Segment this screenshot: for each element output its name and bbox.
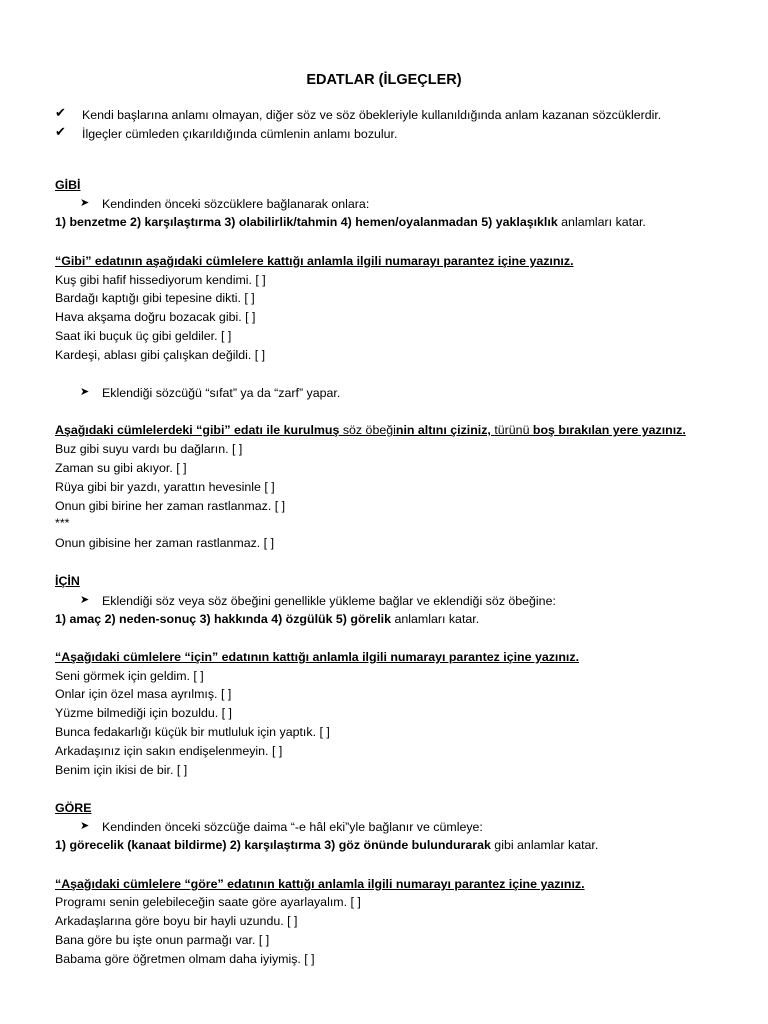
gore-meanings <box>55 837 598 853</box>
instruction-part: Aşağıdaki cümlelerdeki “gibi” edatı ile kurulmuş <box>55 423 340 437</box>
gore-meanings-list: 1) görecelik (kanaat bildirme) 2) karşılaştırma 3) göz önünde bulundurarak <box>55 838 491 852</box>
gibi-sentence: Kardeşi, ablası gibi çalışkan değildi. [ ] <box>55 348 266 362</box>
gibi-meanings-list: 1) benzetme 2) karşılaştırma 3) olabilirlik/tahmin 4) hemen/oyalanmadan 5) yaklaşıklık <box>55 215 558 229</box>
gore-sentence: Arkadaşlarına göre boyu bir hayli uzundu. [ ] <box>55 914 298 928</box>
instruction-part: boş bırakılan yere yazınız. <box>529 423 686 437</box>
icin-sentence: Benim için ikisi de bir. [ ] <box>55 763 188 777</box>
icin-sentence: Arkadaşınız için sakın endişelenmeyin. [ ] <box>55 744 283 758</box>
gibi-sentence: Hava akşama doğru bozacak gibi. [ ] <box>55 310 256 324</box>
section-heading-gibi: GİBİ <box>55 178 81 192</box>
section-heading-gore: GÖRE <box>55 801 92 815</box>
check-icon: ✔ <box>55 124 66 139</box>
icin-sentence: Yüzme bilmediği için bozuldu. [ ] <box>55 706 232 720</box>
gibi-meanings-suffix: anlamları katar. <box>557 215 646 229</box>
gibi-sentence-2: Onun gibisine her zaman rastlanmaz. [ ] <box>55 536 275 550</box>
icin-meanings-list: 1) amaç 2) neden-sonuç 3) hakkında 4) özgülük 5) görelik <box>55 612 392 626</box>
icin-meanings <box>55 611 479 627</box>
instruction-part: söz öbeği <box>339 423 396 437</box>
gibi-description: Kendinden önceki sözcüklere bağlanarak onlara: <box>102 197 370 211</box>
gibi-sentence: Kuş gibi hafif hissediyorum kendimi. [ ] <box>55 273 266 287</box>
gore-description: Kendinden önceki sözcüğe daima “-e hâl eki”yle bağlanır ve cümleye: <box>102 820 483 834</box>
separator-stars: *** <box>55 516 70 530</box>
gibi-sentence-2: Rüya gibi bir yazdı, yarattın hevesinle [ ] <box>55 480 275 494</box>
page-title: EDATLAR (İLGEÇLER) <box>306 72 462 88</box>
icin-description: Eklendiği söz veya söz öbeğini genellikle yükleme bağlar ve eklendiği söz öbeğine: <box>102 594 556 608</box>
gibi-sentence-2: Buz gibi suyu vardı bu dağların. [ ] <box>55 442 243 456</box>
gore-meanings-suffix: gibi anlamlar katar. <box>490 838 599 852</box>
arrow-bullet-icon: ➤ <box>80 594 90 606</box>
gibi-meanings <box>55 214 646 230</box>
instruction-part: nin altını çiziniz, <box>395 423 495 437</box>
instruction-part: türünü <box>494 423 530 437</box>
gibi-instruction: “Gibi” edatının aşağıdaki cümlelere kattığı anlamla ilgili numarayı parantez içine yazınız. <box>55 254 574 268</box>
arrow-bullet-icon: ➤ <box>80 386 90 398</box>
icin-sentence: Onlar için özel masa ayrılmış. [ ] <box>55 687 232 701</box>
gore-sentence: Programı senin gelebileceğin saate göre ayarlayalım. [ ] <box>55 895 361 909</box>
gibi-sentence: Saat iki buçuk üç gibi geldiler. [ ] <box>55 329 232 343</box>
gibi-description-2: Eklendiği sözcüğü “sıfat” ya da “zarf” yapar. <box>102 386 341 400</box>
icin-sentence: Bunca fedakarlığı küçük bir mutluluk için yaptık. [ ] <box>55 725 330 739</box>
icin-meanings-suffix: anlamları katar. <box>391 612 480 626</box>
check-icon: ✔ <box>55 105 66 120</box>
gibi-instruction-2 <box>55 422 686 438</box>
gibi-sentence-2: Zaman su gibi akıyor. [ ] <box>55 461 187 475</box>
icin-sentence: Seni görmek için geldim. [ ] <box>55 669 204 683</box>
gibi-sentence: Bardağı kaptığı gibi tepesine dikti. [ ] <box>55 291 255 305</box>
gore-sentence: Babama göre öğretmen olmam daha iyiymiş. [ ] <box>55 952 315 966</box>
gore-instruction: “Aşağıdaki cümlelere “göre” edatının kattığı anlamla ilgili numarayı parantez içine yazınız. <box>55 877 585 891</box>
icin-instruction: “Aşağıdaki cümlelere “için” edatının kattığı anlamla ilgili numarayı parantez içine yazınız. <box>55 650 580 664</box>
arrow-bullet-icon: ➤ <box>80 197 90 209</box>
section-heading-icin: İÇİN <box>55 574 80 588</box>
arrow-bullet-icon: ➤ <box>80 820 90 832</box>
intro-line-1: Kendi başlarına anlamı olmayan, diğer söz ve söz öbekleriyle kullanıldığında anlam kazanan sözcüklerdir. <box>82 108 662 122</box>
gibi-sentence-2: Onun gibi birine her zaman rastlanmaz. [ ] <box>55 499 286 513</box>
gore-sentence: Bana göre bu işte onun parmağı var. [ ] <box>55 933 270 947</box>
intro-line-2: İlgeçler cümleden çıkarıldığında cümlenin anlamı bozulur. <box>82 127 398 141</box>
